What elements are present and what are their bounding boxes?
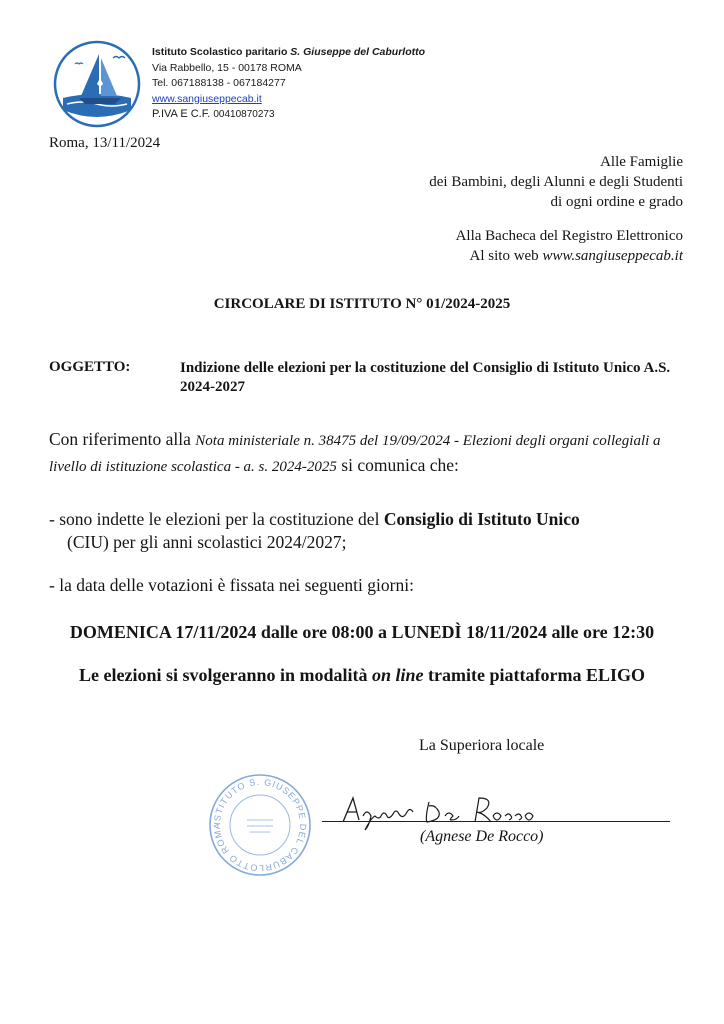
bullet-elections: - sono indette le elezioni per la costituzione del Consiglio di Istituto Unico (CIU) per gli anni scolastici 2024/2027; bbox=[49, 509, 580, 552]
school-website-link[interactable]: www.sangiuseppecab.it bbox=[152, 92, 262, 105]
school-name: Istituto Scolastico paritario S. Giuseppe del Caburlotto bbox=[152, 46, 426, 58]
recipient-line: dei Bambini, degli Alunni e degli Studenti bbox=[429, 174, 683, 190]
intro-paragraph: Con riferimento alla Nota ministeriale n. 38475 del 19/09/2024 - Elezioni degli organi collegiali a livello di istituzione scolastica - a. s. 2024-2025 si comunica che: bbox=[49, 429, 661, 475]
circular-title: CIRCOLARE DI ISTITUTO N° 01/2024-2025 bbox=[213, 296, 511, 312]
stamp-text: ISTITUTO S. GIUSEPPE DEL CABURLOTTO ROMA bbox=[211, 776, 309, 874]
recipient-line: Al sito web www.sangiuseppecab.it bbox=[469, 248, 683, 264]
signatory-name: (Agnese De Rocco) bbox=[420, 828, 544, 845]
school-phone: Tel. 067188138 - 067184277 bbox=[152, 77, 286, 89]
recipient-line: Alle Famiglie bbox=[600, 154, 683, 170]
subject-label: OGGETTO: bbox=[49, 359, 131, 375]
school-header bbox=[152, 45, 425, 123]
school-vat: P.IVA E C.F. 00410870273 bbox=[152, 108, 275, 120]
recipient-line: Alla Bacheca del Registro Elettronico bbox=[455, 228, 683, 244]
recipients-block bbox=[429, 152, 683, 212]
election-dates: DOMENICA 17/11/2024 dalle ore 08:00 a LUNEDÌ 18/11/2024 alle ore 12:30 bbox=[69, 622, 655, 642]
official-stamp bbox=[205, 770, 315, 880]
svg-text:ISTITUTO S. GIUSEPPE DEL CABUR bbox=[212, 777, 308, 873]
recipients-block-2 bbox=[456, 226, 683, 266]
bullet-dates: - la data delle votazioni è fissata nei seguenti giorni: bbox=[49, 575, 414, 595]
school-address: Via Rabbello, 15 - 00178 ROMA bbox=[152, 61, 302, 74]
signatory-role: La Superiora locale bbox=[419, 737, 545, 754]
recipient-line: di ogni ordine e grado bbox=[550, 194, 683, 210]
place-date: Roma, 13/11/2024 bbox=[49, 135, 161, 151]
school-logo bbox=[53, 40, 141, 128]
election-mode: Le elezioni si svolgeranno in modalità on line tramite piattaforma ELIGO bbox=[79, 665, 645, 685]
subject-text: Indizione delle elezioni per la costituzione del Consiglio di Istituto Unico A.S. 2024-2027 bbox=[180, 360, 671, 395]
